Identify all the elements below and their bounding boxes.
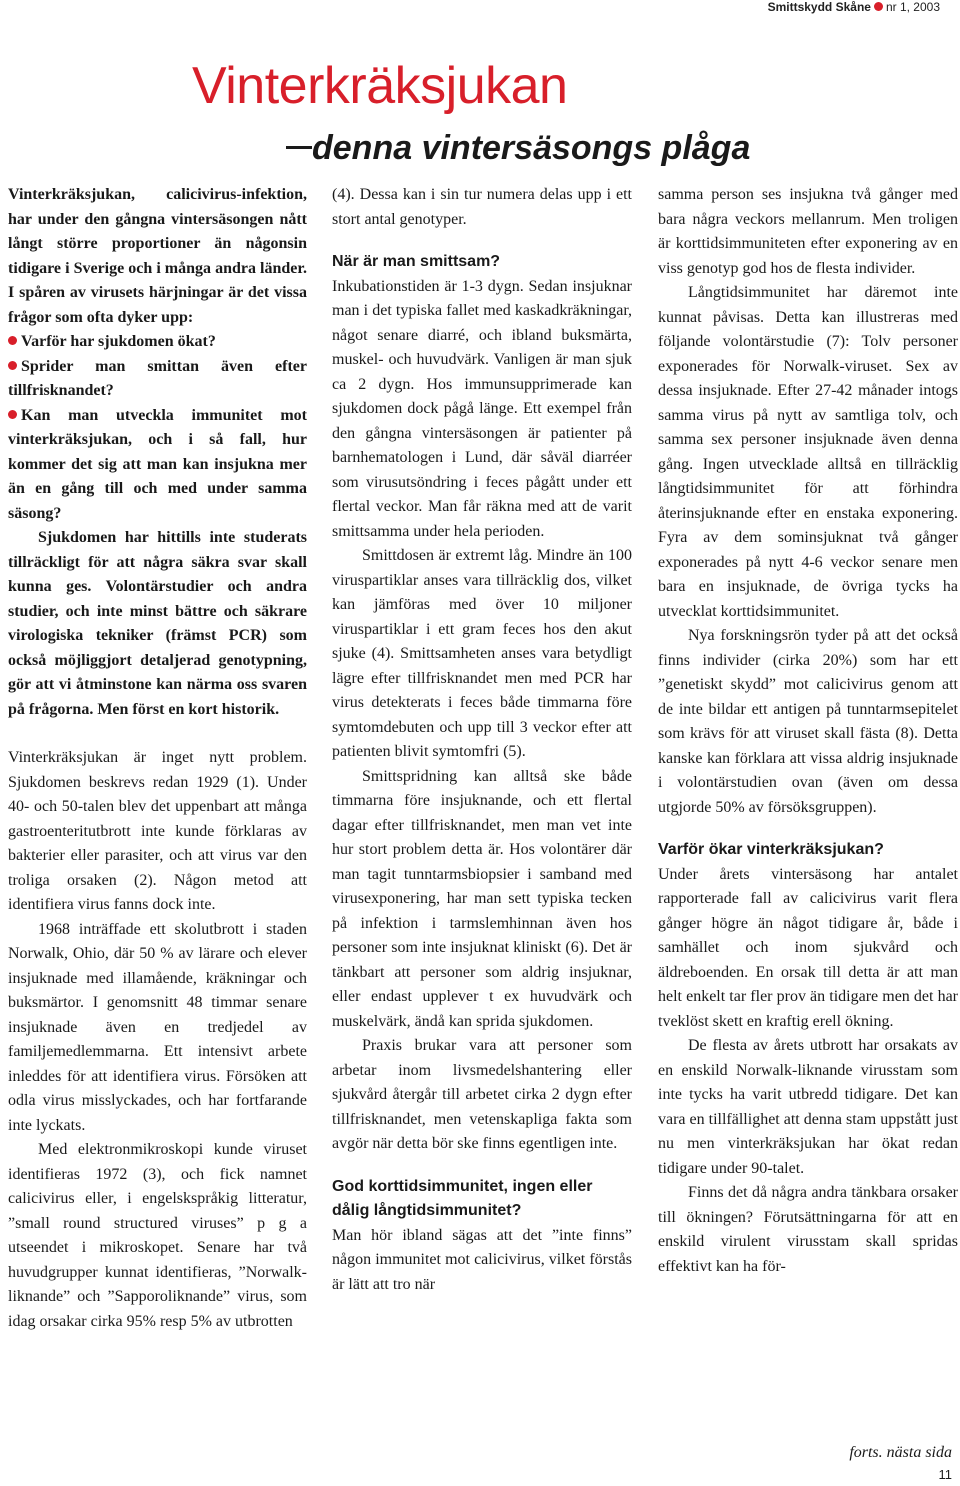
body-paragraph: (4). Dessa kan i sin tur numera delas upp i ett stort antal genotyper. (332, 186, 632, 228)
body-paragraph: Man hör ibland sägas att det ”inte finns” någon immunitet mot calicivirus, vilket förstås är lätt att tro när (332, 1226, 632, 1293)
body-paragraph: samma person ses insjukna två gånger med bara några veckors mellanrum. Men troligen är korttidsimmuniteten efter exponering av en viss genotyp god hos de flesta individer. (658, 186, 958, 277)
section-heading: Varför ökar vinterkräksjukan? (658, 841, 884, 858)
intro-block (8, 183, 307, 722)
body-paragraph: 1968 inträffade ett skolutbrott i staden Norwalk, Ohio, där 50 % av lärare och elever insjuknade med illamående, kräkningar och buksmärtor. I genomsnitt 48 timmar senare insjuknade även en tredjedel av familjemedlemmarna. Ett intensivt arbete inleddes för att identifiera virus. Försöken att odla virus misslyckades, och har fortfarande inte lyckats. (8, 920, 307, 1134)
intro-lead: Vinterkräksjukan, calicivirus-infektion, har under den gångna vintersäsongen nått långt större proportioner än någonsin tidigare i Sverige och i många andra länder. I spåren av virusets härjningar är det vissa frågor som ofta dyker upp: (8, 186, 307, 326)
continued-note: forts. nästa sida (849, 1444, 952, 1461)
section-heading: När är man smittsam? (332, 253, 501, 270)
body-paragraph: Vinterkräksjukan är inget nytt problem. Sjukdomen beskrevs redan 1929 (1). Under 40- och 50-talen blev det uppenbart att många gastroenteritutbrott inte kunde förklaras av bakterier eller parasiter, och att virus var den troliga orsaken (2). Någon metod att identifiera virus fanns dock inte. (8, 749, 307, 913)
body-paragraph: Smittdosen är extremt låg. Mindre än 100 viruspartiklar anses vara tillräcklig dos, vilket kan jämföras med över 10 miljoner viruspartiklar i ett gram feces hos den akut sjuke (4). Smittsamheten anses vara betydligt lägre efter tillfrisknandet men med PCR har virus detekterats i feces både timmarna före symtomdebuten och upp till 3 veckor efter att patienten blivit symtomfri (5). (332, 547, 632, 760)
issue-number: nr 1, 2003 (885, 0, 940, 14)
article-subtitle (286, 126, 750, 170)
page-number: 11 (938, 1467, 952, 1482)
subtitle-text: denna vintersäsongs plåga (312, 129, 751, 167)
spacer (8, 722, 307, 746)
column-3 (658, 183, 958, 1279)
body-paragraph: Långtidsimmunitet har däremot inte kunnat påvisas. Detta kan illustreras med följande volontärstudie (7): Tolv personer exponerades för Norwalk-viruset. Sex av dessa insjuknade. Efter 27-42 månader intogs samma virus på nytt av samtliga tolv, och samma sex personer insjuknade även denna gång. Ingen utvecklade alltså en tillräcklig långtidsimmunitet för att förhindra återinsjuknande efter en enstaka exponering. Fyra av dem sominsjuknat två gånger exponerades på nytt 4-6 veckor senare men bara en insjuknade, de övriga tycks ha utvecklat korttidsimmunitet. (658, 284, 958, 620)
em-dash-rule (286, 146, 312, 149)
spacer (332, 1157, 632, 1175)
bullet-dot-icon (874, 2, 883, 11)
intro-bullet: Sprider man smittan även efter tillfrisknandet? (8, 357, 307, 399)
body-paragraph: Nya forskningsrön tyder på att det också finns individer (cirka 20%) som har ett ”genetiskt skydd” mot calicivirus genom att de inte bildar ett antigen på tunntarmsepitelet som krävs för att viruset skall fästa (8). Detta kanske kan förklara att vissa aldrig insjuknade i volontärstudien ovan (även om dessa utgjorde 50% av försöksgruppen). (658, 627, 958, 816)
column-1 (8, 183, 307, 1334)
article-title: Vinterkräksjukan (192, 57, 568, 115)
intro-closing: Sjukdomen har hittills inte studerats tillräckligt för att några säkra svar skall kunna ges. Volontärstudier och andra studier, och inte minst bättre och säkrare virologiska tekniker (främst PCR) som också möjliggjort detaljerad genotypning, gör att vi åtminstone kan närma oss svaren på frågorna. Men först en kort historik. (8, 529, 307, 718)
body-paragraph: Under årets vintersäsong har antalet rapporterade fall av calicivirus varit flera gånger högre än något tidigare år, både i samhället och inom sjukvård och äldreboenden. En orsak till detta är att man helt enkelt tar fler prov än tidigare men det har tveklöst skett en kraftig erell ökning. (658, 865, 958, 1030)
spacer (332, 232, 632, 250)
body-paragraph: Inkubationstiden är 1-3 dygn. Sedan insjuknar man i det typiska fallet med kaskadkräkningar, något senare diarré, och ibland buksmärta, muskel- och huvudvärk. Vanligen är man sjuk ca 2 dygn. Hos immunsupprimerade kan sjukdomen dock pågå länge. Ett exempel från den gångna vintersäsongen är patienter på barnhematologen i Lund, där såväl diarréer som virusutsöndring i feces pågått under ett flertal veckor. Man får räkna med att de varit smittsamma under hela perioden. (332, 277, 632, 540)
running-header (768, 0, 940, 14)
publication-name: Smittskydd Skåne (767, 0, 871, 14)
intro-bullet: Varför har sjukdomen ökat? (8, 330, 307, 355)
intro-bullet: Kan man utveckla immunitet mot vinterkräksjukan, och i så fall, hur kommer det sig att man kan insjukna mer än en gång till och med under samma säsong? (8, 406, 307, 522)
body-paragraph: Finns det då några andra tänkbara orsaker till ökningen? Förutsättningarna för att en enskild virulent virusstam skall spridas effektivt kan ha för- (658, 1184, 958, 1275)
body-paragraph: Praxis brukar vara att personer som arbetar inom livsmedelshantering eller sjukvård återgår till arbetet cirka 2 dygn efter tillfrisknandet, men vetenskapliga fakta som avgör när detta bör ske finns egentligen inte. (332, 1037, 632, 1152)
column-2 (332, 183, 632, 1297)
body-paragraph: De flesta av årets utbrott har orsakats av en enskild Norwalk-liknande virusstam som inte tycks ha varit utbredd tidigare. Det kan vara en tillfällighet att denna stam uppstått just nu men vinterkräksjukan har ökat redan tidigare under 90-talet. (658, 1037, 958, 1177)
body-paragraph: Smittspridning kan alltså ske både timmarna före insjuknande, och ett flertal dagar efter tillfrisknandet, men man vet inte hur stort problem detta är. Hos volontärer där man tagit tunntarmsbiopsier i samband med virusexponering, har man sett typiska tecken på infektion i tarmslemhinnan även hos personer som inte insjuknat kliniskt (6). Det är tänkbart att personer som aldrig insjuknar, eller endast upplever t ex huvudvärk och muskelvärk, ändå kan sprida sjukdomen. (332, 767, 632, 1030)
section-heading: God korttidsimmunitet, ingen eller dålig långtidsimmunitet? (332, 1177, 593, 1219)
red-bullet-icon (8, 410, 17, 419)
red-bullet-icon (8, 336, 17, 345)
spacer (658, 820, 958, 838)
body-paragraph: Med elektronmikroskopi kunde viruset identifieras 1972 (3), och fick namnet calicivirus eller, i engelskspråkig litteratur, ”small round structured viruses” p g a utseendet i mikroskopet. Senare har två huvudgrupper kunnat identifieras, ”Norwalk-liknande” och ”Sapporoliknande” virus, som idag orsakar cirka 95% resp 5% av utbrotten (8, 1141, 307, 1330)
red-bullet-icon (8, 361, 17, 370)
